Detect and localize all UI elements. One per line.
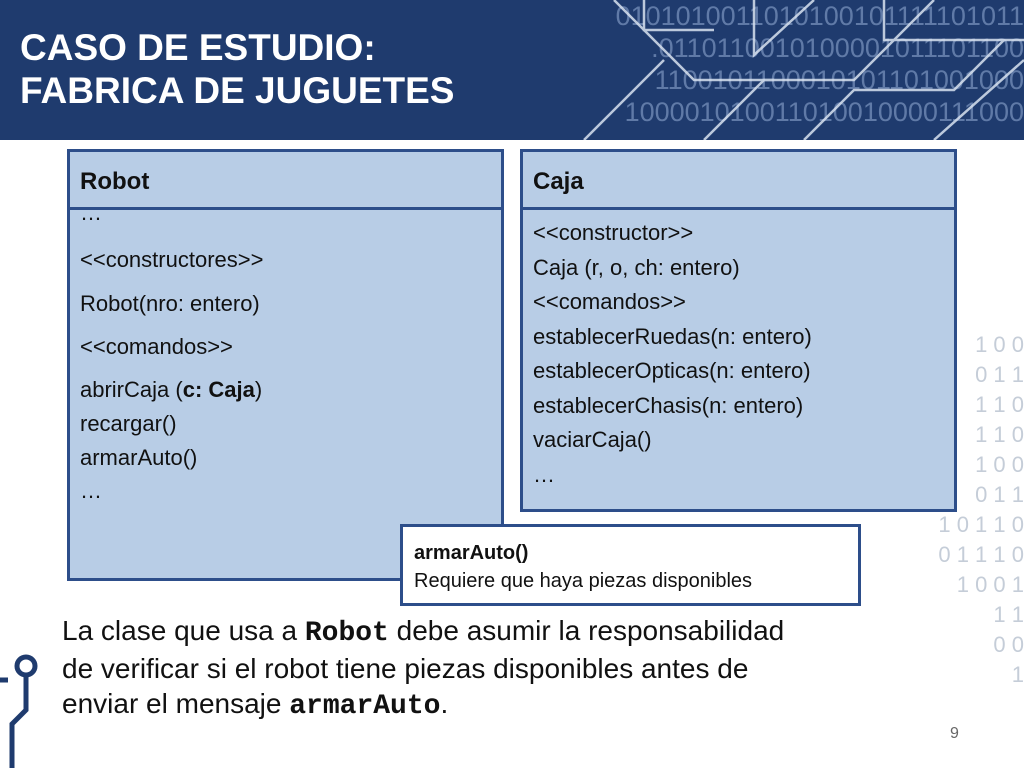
page-title [20,26,454,112]
code-armar-auto: armarAuto [289,691,441,722]
robot-class-name: Robot [80,168,150,195]
binary-row: .0110110010100001011101100 [651,33,1024,63]
binary-row: 1 1 [993,602,1024,627]
caja-member: vaciarCaja() [533,427,652,452]
abrir-param: c: Caja [182,377,255,402]
robot-abrir-caja [80,377,262,403]
caja-member: <<constructor>> [533,220,694,245]
para-text: enviar el mensaje [62,688,290,719]
binary-row: 0101010011010100101111101011 [615,1,1024,31]
abrir-prefix: abrirCaja ( [80,377,183,402]
binary-row: 1100101100010101101001000 [654,65,1024,95]
para-text: . [440,688,449,719]
circuit-lines-icon [554,0,1024,140]
binary-row: 1 [1011,662,1024,687]
paragraph-line-2: de verificar si el robot tiene piezas disponibles antes de [62,653,749,684]
robot-armar-auto: armarAuto() [80,445,198,470]
robot-class-box [67,149,504,581]
caja-member: establecerOpticas(n: entero) [533,358,811,383]
caja-class-box [520,149,957,512]
robot-ellipsis-top: … [80,200,102,225]
binary-row: 0 1 1 [975,362,1024,387]
caja-member: establecerRuedas(n: entero) [533,323,812,349]
caja-member: <<comandos>> [533,289,686,314]
binary-row: 1 0 0 1 [956,572,1024,597]
paragraph-line-3 [62,686,962,724]
caja-class-header [523,152,954,210]
binary-row: 0 0 [993,632,1024,657]
note-title: armarAuto() [414,542,529,564]
title-line-2: FABRICA DE JUGUETES [20,70,455,111]
caja-member: establecerChasis(n: entero) [533,392,804,418]
binary-row: 1 1 0 [975,392,1024,417]
caja-class-members [533,216,946,492]
robot-constructors-stereotype: <<constructores>> [80,247,264,272]
robot-recargar: recargar() [80,411,177,436]
binary-row: 100001010011010010000111000 [624,97,1024,127]
robot-commands-stereotype: <<comandos>> [80,334,233,359]
binary-row: 1 0 0 [975,332,1024,357]
binary-row: 0 1 1 1 0 [938,542,1024,567]
caja-class-name: Caja [533,168,584,195]
binary-row: 1 0 0 [975,452,1024,477]
para-text: La clase que usa a [62,615,305,646]
explanation-paragraph [62,613,962,724]
robot-constructor: Robot(nro: entero) [80,291,260,316]
note-text: Requiere que haya piezas disponibles [414,570,753,592]
page-number: 9 [950,725,959,742]
circuit-trace-icon [0,640,60,768]
binary-row: 1 0 1 1 0 [938,512,1024,537]
para-text: debe asumir la responsabilidad [388,615,785,646]
caja-member: … [533,461,555,487]
binary-row: 1 1 0 [975,422,1024,447]
abrir-suffix: ) [254,377,263,402]
binary-row: 0 1 1 [975,482,1024,507]
code-robot: Robot [304,618,389,649]
robot-ellipsis-bottom: … [80,478,102,503]
caja-member: Caja (r, o, ch: entero) [533,254,740,280]
header-banner [0,0,1024,140]
robot-class-header [70,152,501,210]
precondition-note [400,524,861,606]
paragraph-line-1 [62,613,962,651]
title-line-1: CASO DE ESTUDIO: [20,27,376,68]
